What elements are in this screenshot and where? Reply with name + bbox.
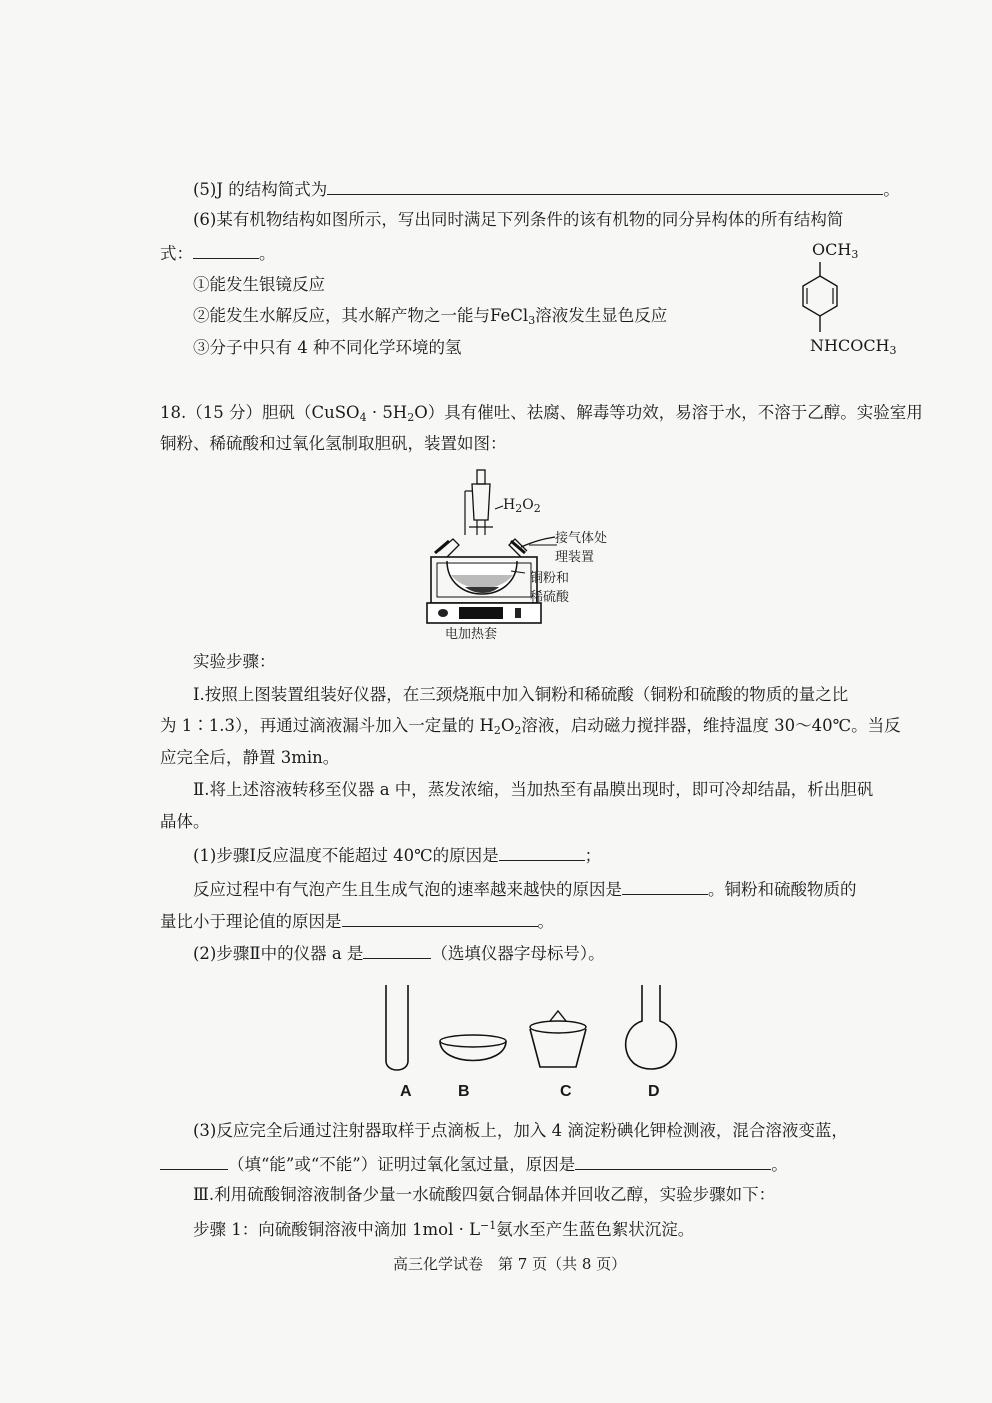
step-1-line3: 应完全后，静置 3min。 [160,748,340,767]
molecule-bottom-group: $NHCOCH_3$ [810,336,897,357]
instrument-label-c: C [560,1083,572,1100]
part-3-intro: Ⅲ.利用硫酸铜溶液制备少量一水硫酸四氨合铜晶体并回收乙醇，实验步骤如下： [193,1185,776,1204]
instruments-figure [370,985,690,1105]
instrument-label-a: A [400,1083,412,1100]
instrument-label-b: B [458,1083,470,1100]
question-1-line1: (1)步骤Ⅰ反应温度不能超过 40℃的原因是 ； [193,842,601,868]
page-footer: 高三化学试卷 第 7 页（共 8 页） [393,1255,627,1273]
question-1-line3: 量比小于理论值的原因是 。 [160,908,554,934]
answer-blank [622,876,708,895]
answer-blank [160,1151,228,1170]
answer-blank [327,176,883,195]
part-3-step-1: 步骤 1：向硫酸铜溶液中滴加 $1mol \cdot L^{-1}$氨水至产生蓝色絮状沉淀。 [193,1219,695,1239]
answer-blank [575,1151,771,1170]
copper-acid-label: 铜粉和 稀硫酸 [530,571,570,605]
question-18-line1: 18.（15 分）胆矾（CuSO$_4$ · $5H_2O$）具有催吐、祛腐、解毒等功效，易溶于水，不溶于乙醇。实验室用 [160,403,923,424]
heater-label: 电加热套 [445,627,498,642]
instrument-label-d: D [648,1083,660,1100]
molecule-top-group: $OCH_3$ [812,240,859,261]
question-2: (2)步骤Ⅱ中的仪器 a 是 （选填仪器字母标号）。 [193,940,605,966]
h2o2-label: $H_2O_2$ [503,497,541,515]
question-5: (5)J 的结构简式为 。 [193,176,900,202]
question-6: (6)某有机物结构如图所示，写出同时满足下列条件的该有机物的同分异构体的所有结构简 [193,210,844,229]
answer-blank [499,842,585,861]
answer-blank [193,240,259,259]
question-1-line2: 反应过程中有气泡产生且生成气泡的速率越来越快的原因是 。铜粉和硫酸物质的 [193,876,857,902]
condition-3: ③分子中只有 4 种不同化学环境的氢 [193,338,462,357]
step-1-line1: Ⅰ.按照上图装置组装好仪器，在三颈烧瓶中加入铜粉和稀硫酸（铜粉和硫酸的物质的量之比 [193,685,849,704]
steps-title: 实验步骤： [193,652,276,671]
gas-treatment-label: 接气体处 理装置 [555,531,608,565]
step-2-line1: Ⅱ.将上述溶液转移至仪器 a 中，蒸发浓缩，当加热至有晶膜出现时，即可冷却结晶，析出胆矾 [193,780,874,799]
molecule-structure [790,240,920,365]
condition-1: ①能发生银镜反应 [193,275,325,294]
instruments-drawing [370,985,690,1105]
step-2-line2: 晶体。 [160,812,210,831]
step-1-line2: 为 1∶1.3），再通过滴液漏斗加入一定量的 $H_2O_2$溶液，启动磁力搅拌器，维持温度 30～40℃。当反 [160,716,901,737]
answer-blank [363,940,431,959]
question-3-line1: (3)反应完全后通过注射器取样于点滴板上，加入 4 滴淀粉碘化钾检测液，混合溶液变蓝， [193,1121,848,1140]
apparatus-diagram [425,465,625,643]
question-18-line2: 铜粉、稀硫酸和过氧化氢制取胆矾，装置如图： [160,434,507,453]
answer-blank [342,908,538,927]
condition-2: ②能发生水解反应，其水解产物之一能与FeCl$_3$溶液发生显色反应 [193,306,668,327]
question-3-line2: （填“能”或“不能”）证明过氧化氢过量，原因是 。 [160,1151,788,1177]
question-6-line2: 式： 。 [160,240,276,266]
